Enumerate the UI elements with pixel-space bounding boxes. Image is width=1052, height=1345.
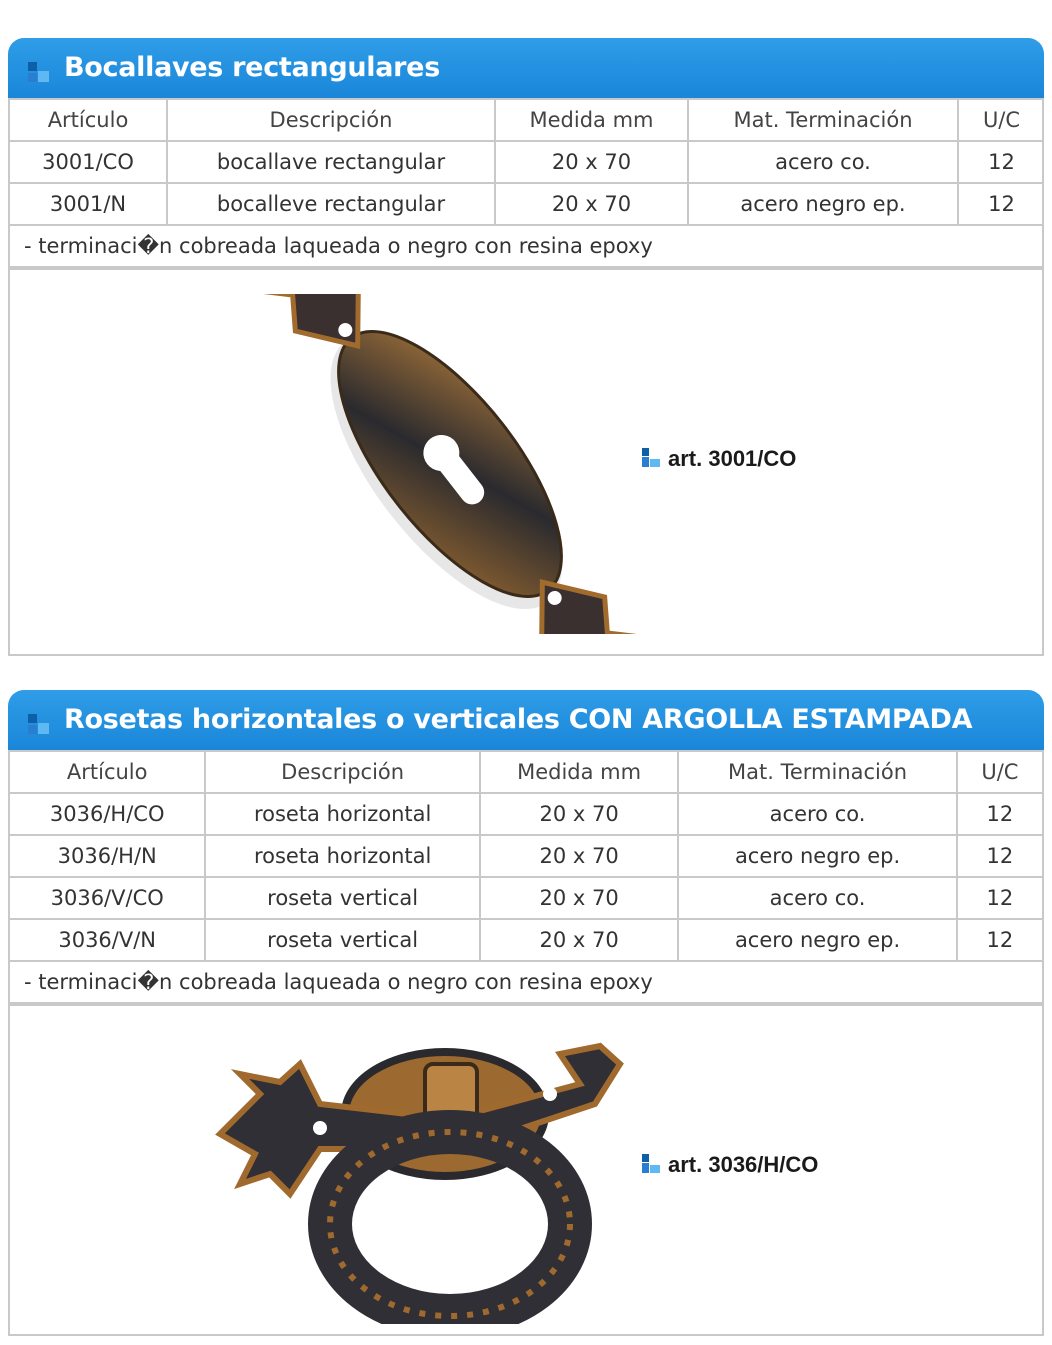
column-header: U/C bbox=[958, 99, 1044, 141]
ring-pull-rosette-icon bbox=[200, 1024, 640, 1324]
cell-descripcion: roseta horizontal bbox=[205, 835, 480, 877]
cell-articulo: 3036/V/N bbox=[10, 919, 205, 961]
section-header bbox=[8, 690, 1044, 750]
column-header: Artículo bbox=[10, 99, 167, 141]
column-header: U/C bbox=[957, 751, 1042, 793]
squares-icon bbox=[28, 62, 52, 86]
cell-terminacion: acero negro ep. bbox=[678, 919, 957, 961]
finish-note: - terminaci�n cobreada laqueada o negro con resina epoxy bbox=[10, 961, 1042, 1003]
table-row bbox=[10, 919, 1042, 961]
cell-medida: 20 x 70 bbox=[480, 919, 678, 961]
cell-terminacion: acero negro ep. bbox=[678, 835, 957, 877]
image-caption bbox=[642, 1152, 818, 1178]
cell-medida: 20 x 70 bbox=[480, 877, 678, 919]
squares-icon bbox=[642, 448, 662, 468]
caption-text: art. 3036/H/CO bbox=[668, 1152, 819, 1177]
cell-articulo: 3001/CO bbox=[10, 141, 167, 183]
cell-terminacion: acero co. bbox=[688, 141, 958, 183]
column-header: Medida mm bbox=[495, 99, 688, 141]
image-caption bbox=[642, 446, 796, 472]
column-header: Mat. Terminación bbox=[678, 751, 957, 793]
cell-terminacion: acero co. bbox=[678, 793, 957, 835]
cell-uc: 12 bbox=[957, 877, 1042, 919]
product-photo-area bbox=[10, 268, 1042, 654]
squares-icon bbox=[642, 1154, 662, 1174]
column-header: Medida mm bbox=[480, 751, 678, 793]
cell-medida: 20 x 70 bbox=[495, 141, 688, 183]
table-header-row bbox=[10, 99, 1044, 141]
product-photo-area bbox=[10, 1004, 1042, 1334]
product-table bbox=[10, 98, 1044, 268]
section-title: Bocallaves rectangulares bbox=[64, 52, 440, 83]
table-row bbox=[10, 793, 1042, 835]
cell-articulo: 3036/V/CO bbox=[10, 877, 205, 919]
product-table bbox=[10, 750, 1042, 1004]
cell-terminacion: acero negro ep. bbox=[688, 183, 958, 225]
cell-descripcion: roseta vertical bbox=[205, 919, 480, 961]
caption-text: art. 3001/CO bbox=[668, 446, 797, 471]
table-row bbox=[10, 877, 1042, 919]
column-header: Descripción bbox=[167, 99, 495, 141]
squares-icon bbox=[28, 714, 52, 738]
finish-note: - terminaci�n cobreada laqueada o negro con resina epoxy bbox=[10, 225, 1044, 267]
cell-articulo: 3036/H/CO bbox=[10, 793, 205, 835]
table-row bbox=[10, 835, 1042, 877]
section-table-frame bbox=[8, 750, 1044, 1336]
cell-uc: 12 bbox=[958, 183, 1044, 225]
table-header-row bbox=[10, 751, 1042, 793]
cell-descripcion: roseta vertical bbox=[205, 877, 480, 919]
table-row bbox=[10, 141, 1044, 183]
cell-descripcion: bocalleve rectangular bbox=[167, 183, 495, 225]
section-bocallaves bbox=[8, 38, 1044, 656]
table-row bbox=[10, 183, 1044, 225]
cell-medida: 20 x 70 bbox=[495, 183, 688, 225]
section-table-frame bbox=[8, 98, 1044, 656]
escutcheon-keyhole-plate-icon bbox=[240, 294, 660, 634]
section-title: Rosetas horizontales o verticales CON ARGOLLA ESTAMPADA bbox=[64, 704, 973, 735]
cell-uc: 12 bbox=[957, 835, 1042, 877]
cell-articulo: 3001/N bbox=[10, 183, 167, 225]
cell-descripcion: roseta horizontal bbox=[205, 793, 480, 835]
cell-articulo: 3036/H/N bbox=[10, 835, 205, 877]
section-header bbox=[8, 38, 1044, 98]
cell-uc: 12 bbox=[958, 141, 1044, 183]
cell-uc: 12 bbox=[957, 919, 1042, 961]
cell-uc: 12 bbox=[957, 793, 1042, 835]
cell-medida: 20 x 70 bbox=[480, 793, 678, 835]
cell-descripcion: bocallave rectangular bbox=[167, 141, 495, 183]
section-rosetas bbox=[8, 690, 1044, 1336]
note-row bbox=[10, 225, 1044, 267]
cell-medida: 20 x 70 bbox=[480, 835, 678, 877]
cell-terminacion: acero co. bbox=[678, 877, 957, 919]
note-row bbox=[10, 961, 1042, 1003]
column-header: Artículo bbox=[10, 751, 205, 793]
column-header: Mat. Terminación bbox=[688, 99, 958, 141]
column-header: Descripción bbox=[205, 751, 480, 793]
